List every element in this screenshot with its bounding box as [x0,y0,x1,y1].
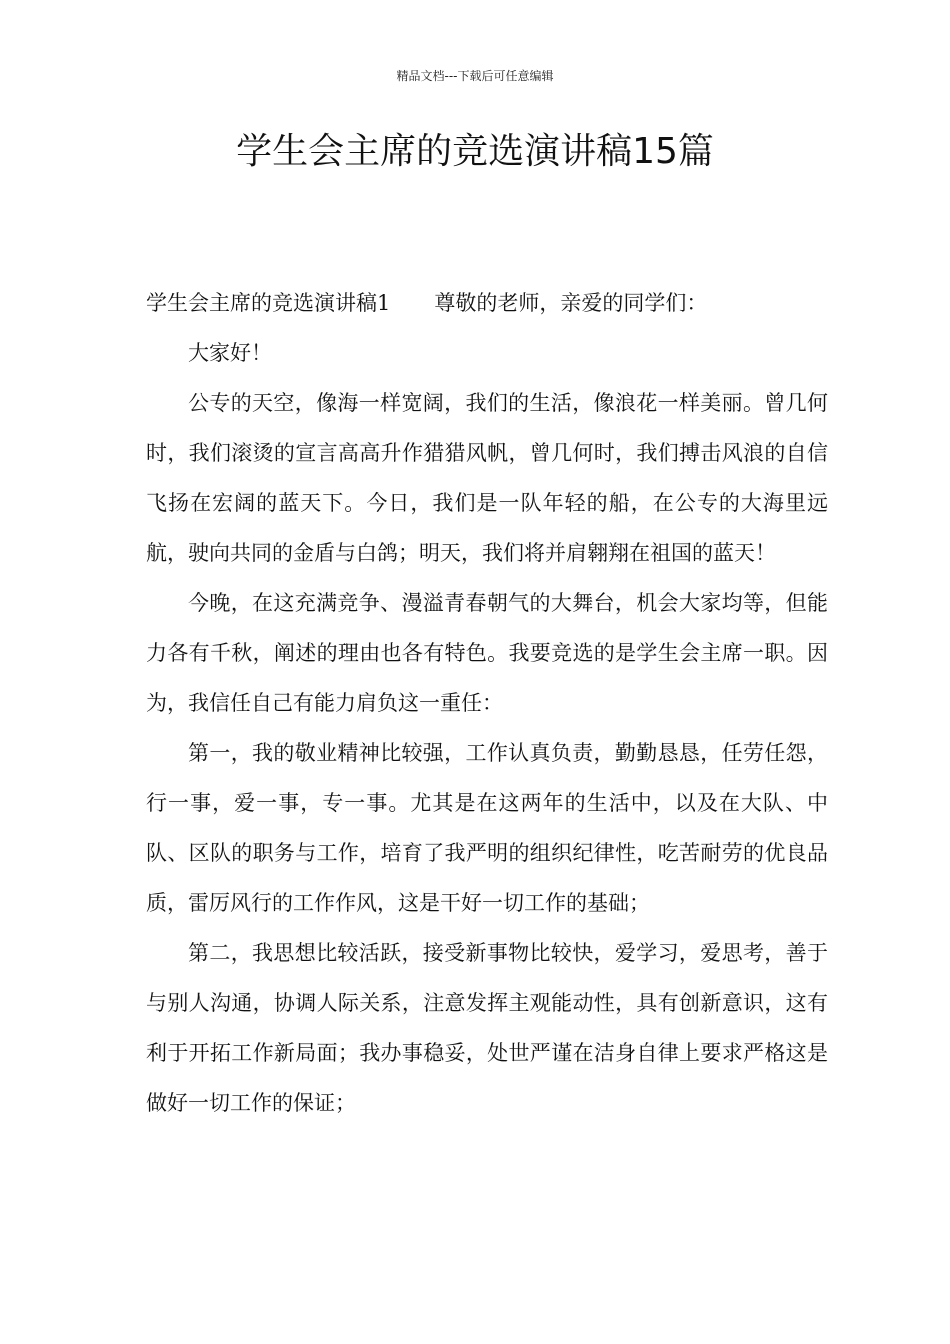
paragraph: 今晚，在这充满竞争、漫溢青春朝气的大舞台，机会大家均等，但能力各有千秋，阐述的理由也各有特色。我要竞选的是学生会主席一职。因为，我信任自己有能力肩负这一重任： [146,591,828,715]
section-label: 学生会主席的竞选演讲稿1 [146,291,391,315]
header-note: 精品文档---下载后可任意编辑 [396,69,554,83]
opening-line [146,278,828,328]
salutation: 尊敬的老师，亲爱的同学们： [434,291,708,315]
paragraph: 公专的天空，像海一样宽阔，我们的生活，像浪花一样美丽。曾几何时，我们滚烫的宣言高高升作猎猎风帆，曾几何时，我们搏击风浪的自信飞扬在宏阔的蓝天下。今日，我们是一队年轻的船，在公专的大海里远航，驶向共同的金盾与白鸽；明天，我们将并肩翱翔在祖国的蓝天！ [146,391,828,565]
document-body [146,278,828,1128]
document-title: 学生会主席的竞选演讲稿15篇 [236,131,714,172]
paragraph: 大家好！ [188,341,272,365]
paragraph: 第一，我的敬业精神比较强，工作认真负责，勤勤恳恳，任劳任怨，行一事，爱一事，专一事。尤其是在这两年的生活中，以及在大队、中队、区队的职务与工作，培育了我严明的组织纪律性，吃苦耐劳的优良品质，雷厉风行的工作作风，这是干好一切工作的基础； [146,741,828,915]
paragraph: 第二，我思想比较活跃，接受新事物比较快，爱学习，爱思考，善于与别人沟通，协调人际关系，注意发挥主观能动性，具有创新意识，这有利于开拓工作新局面；我办事稳妥，处世严谨在洁身自律上要求严格这是做好一切工作的保证； [146,941,828,1115]
